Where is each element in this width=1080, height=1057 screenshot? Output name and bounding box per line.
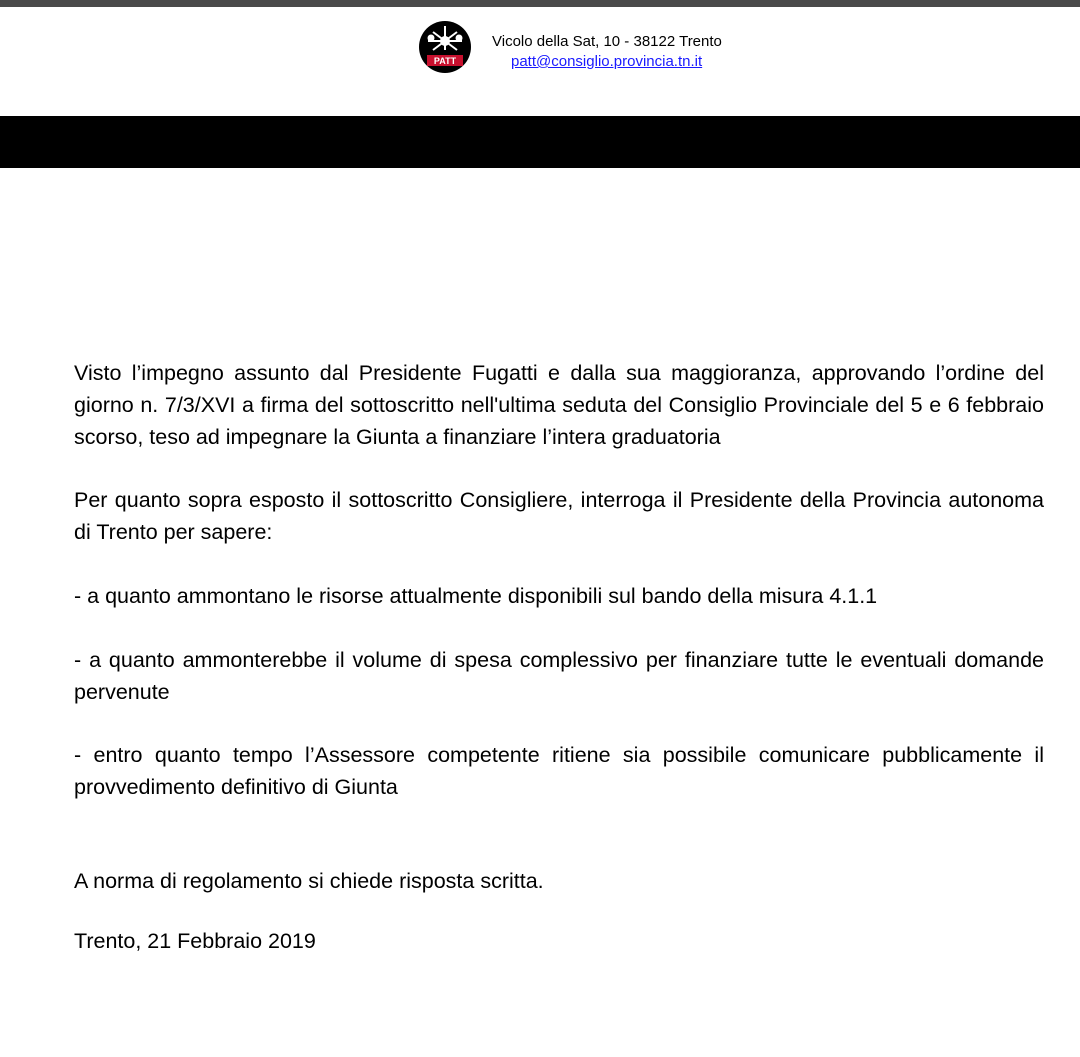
document-date: Trento, 21 Febbraio 2019 [74,928,316,953]
top-strip [0,0,1080,7]
question-item-1: - a quanto ammontano le risorse attualmente disponibili sul bando della misura 4.1.1 [74,583,878,608]
patt-logo-icon [418,20,476,74]
paragraph-question-intro: Per quanto sopra esposto il sottoscritto Consigliere, interroga il Presidente della Provincia autonoma di Trento per sapere: [74,488,1044,545]
letterhead-address: Vicolo della Sat, 10 - 38122 Trento [492,33,722,50]
redacted-band [0,116,1080,168]
question-item-3: - entro quanto tempo l’Assessore competente ritiene sia possibile comunicare pubblicamente il provvedimento definitivo di Giunta [74,743,1044,800]
closing-request: A norma di regolamento si chiede risposta scritta. [74,868,544,893]
paragraph-premise: Visto l’impegno assunto dal Presidente Fugatti e dalla sua maggioranza, approvando l’ordine del giorno n. 7/3/XVI a firma del sottoscritto nell'ultima seduta del Consiglio Provinciale del 5 e 6 febbraio scorso, teso ad impegnare la Giunta a finanziare l’intera graduatoria [74,361,1044,449]
letterhead-email-link[interactable]: patt@consiglio.provincia.tn.it [511,53,703,70]
document-body [74,358,1044,958]
logo-text: PATT [433,56,457,66]
question-item-2: - a quanto ammonterebbe il volume di spesa complessivo per finanziare tutte le eventuali domande pervenute [74,647,1044,704]
